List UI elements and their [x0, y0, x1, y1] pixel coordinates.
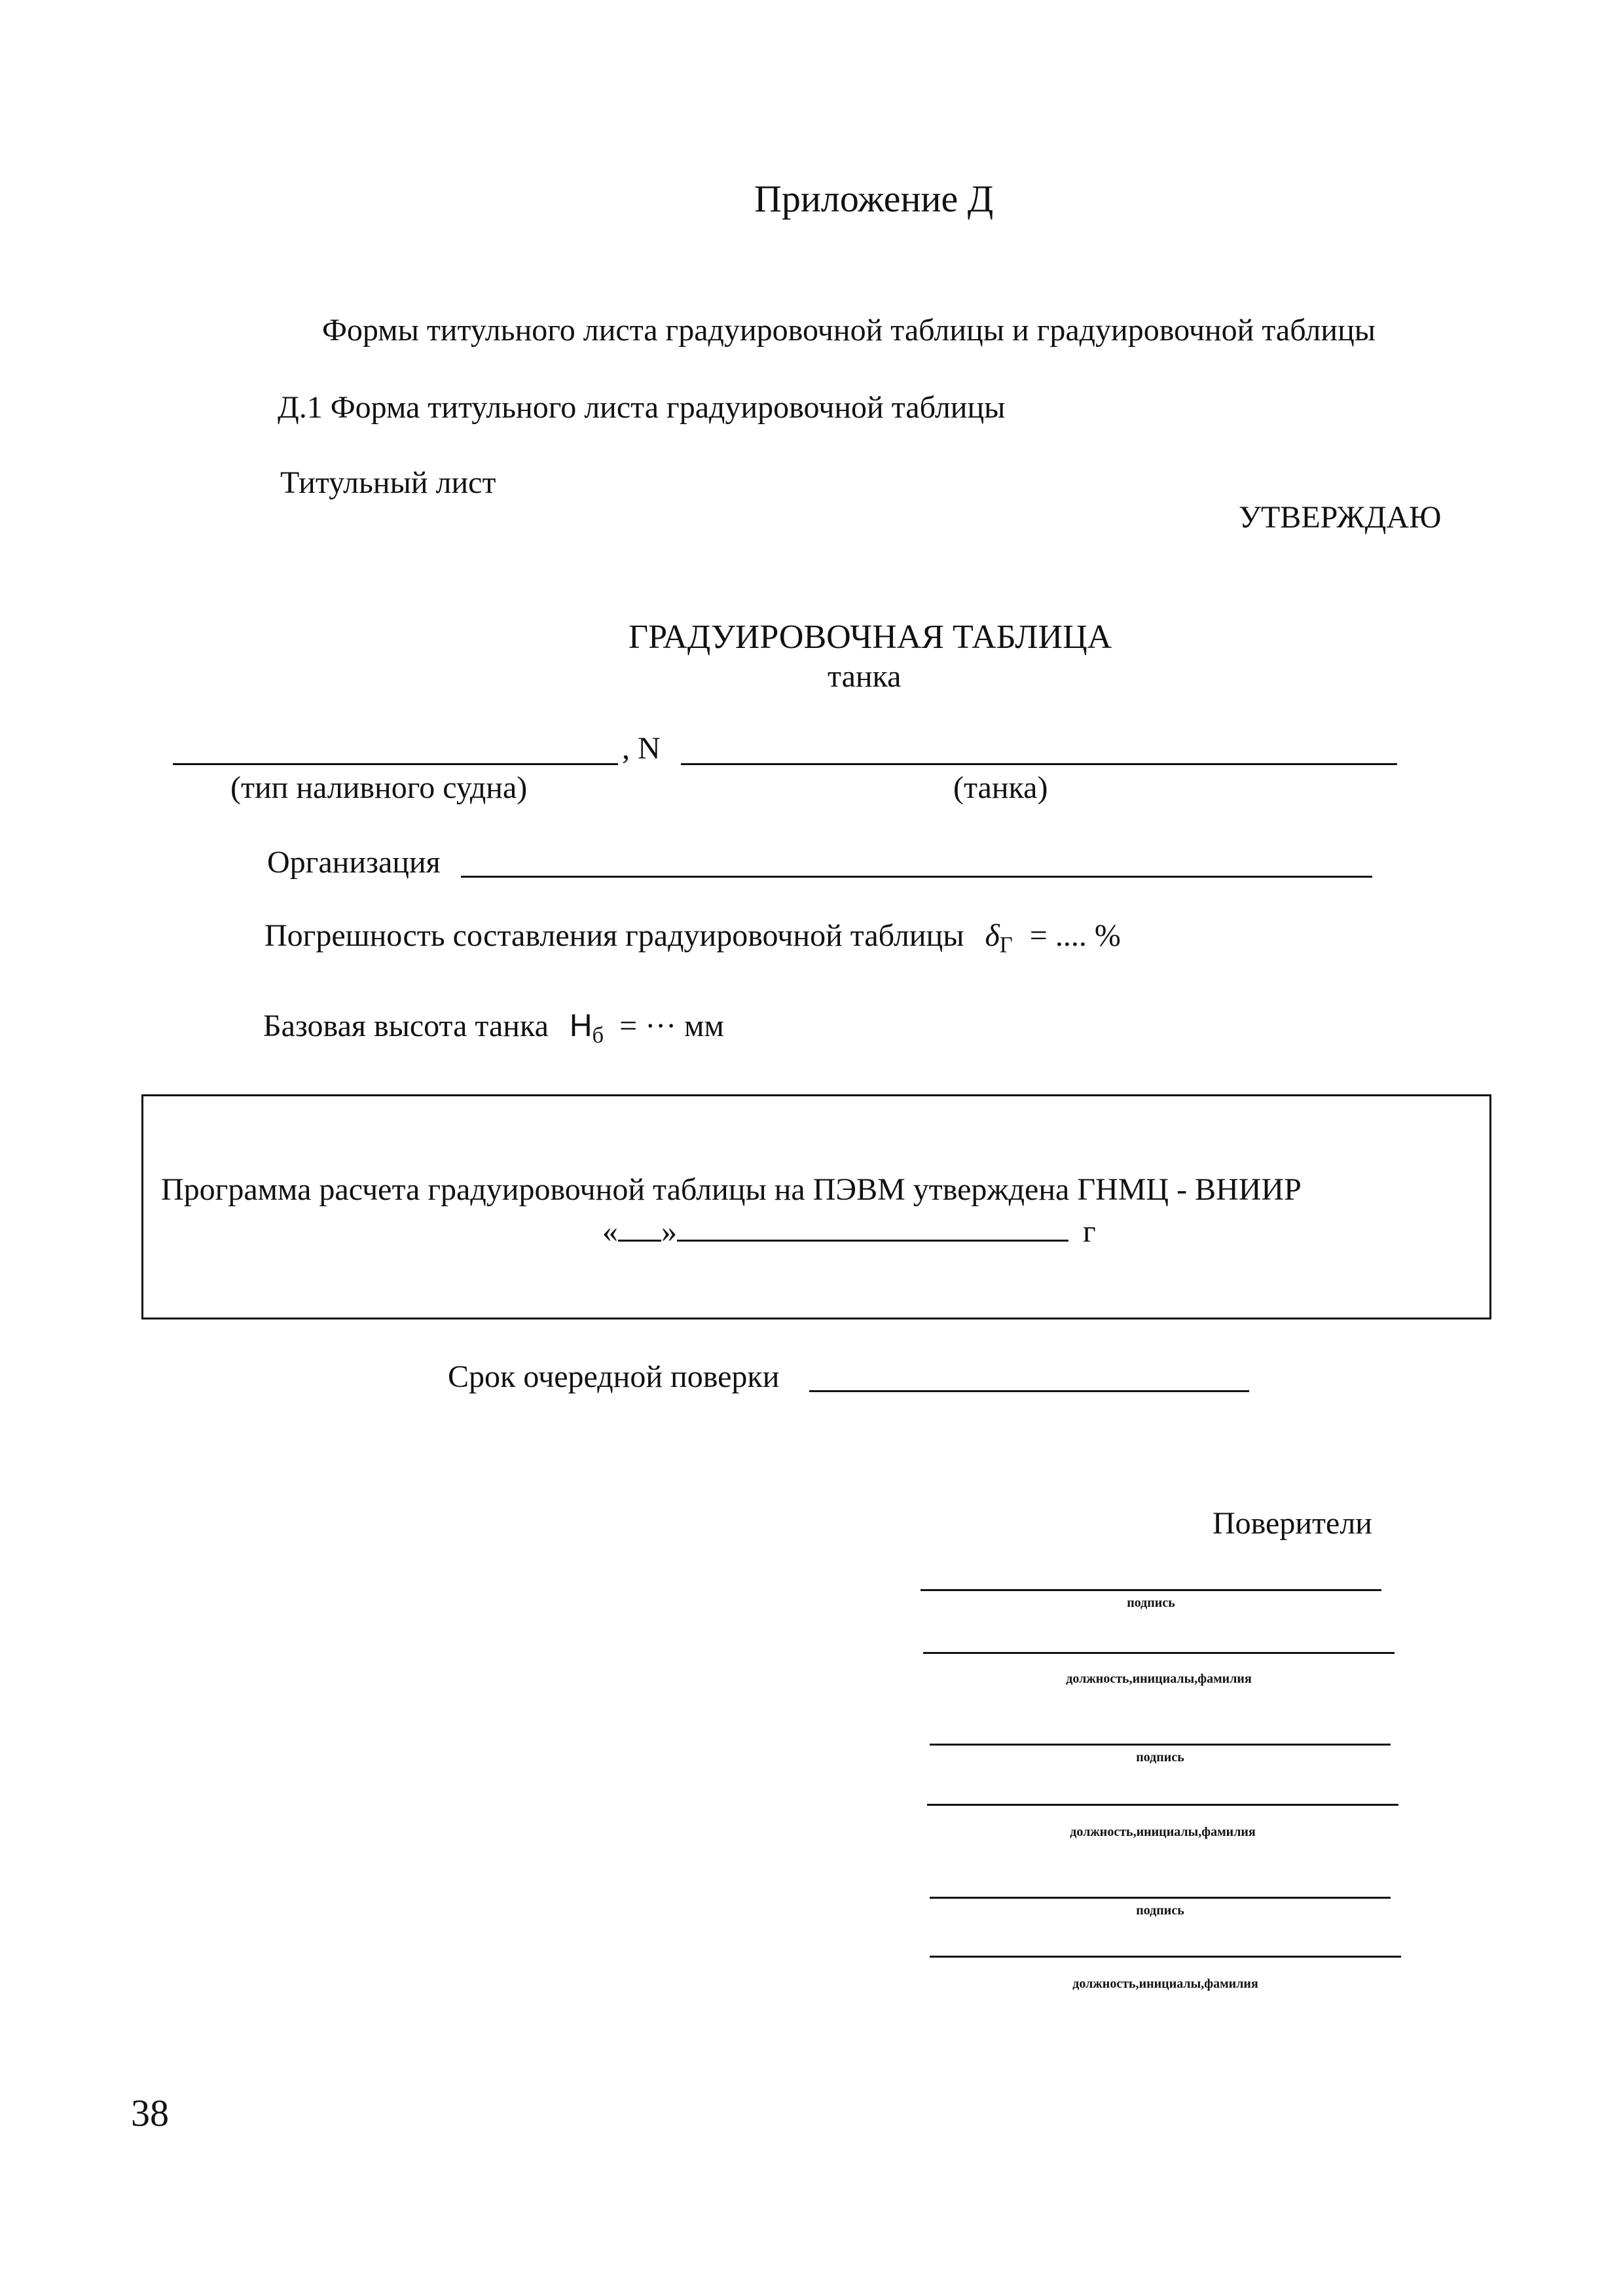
position-line-1: [923, 1652, 1395, 1654]
base-height-label: Базовая высота танка: [263, 1009, 549, 1043]
table-subtitle: танка: [828, 659, 902, 694]
error-symbol: δ: [985, 918, 1000, 953]
organization-field-line: [461, 876, 1372, 878]
base-height-value: = ··· мм: [619, 1009, 724, 1043]
next-check-field-line: [809, 1390, 1249, 1392]
appendix-title: Приложение Д: [754, 177, 994, 220]
error-row: [264, 918, 1121, 958]
program-text: Программа расчета градуировочной таблицы на ПЭВМ утверждена ГНМЦ - ВНИИР: [161, 1172, 1302, 1207]
position-line-3: [930, 1956, 1401, 1958]
program-date-suffix: г: [1083, 1214, 1096, 1249]
signature-caption-3: подпись: [1136, 1903, 1184, 1918]
signature-caption-2: подпись: [1136, 1750, 1184, 1765]
position-line-2: [927, 1804, 1398, 1806]
position-caption-2: должность,инициалы,фамилия: [1070, 1825, 1256, 1839]
page-number: 38: [131, 2092, 169, 2134]
vessel-type-field-line: [173, 763, 618, 765]
vessel-type-caption: (тип наливного судна): [230, 770, 528, 805]
signature-caption-1: подпись: [1127, 1596, 1175, 1610]
position-caption-3: должность,инициалы,фамилия: [1072, 1977, 1258, 1991]
error-value: = .... %: [1029, 918, 1121, 953]
signature-line-2: [930, 1744, 1391, 1746]
program-date-open: «: [602, 1214, 618, 1249]
table-title: ГРАДУИРОВОЧНАЯ ТАБЛИЦА: [629, 619, 1112, 656]
signature-line-1: [921, 1589, 1381, 1591]
tank-number-field-line: [681, 763, 1397, 765]
next-check-label: Срок очередной поверки: [448, 1359, 780, 1394]
error-label: Погрешность составления градуировочной таблицы: [264, 918, 964, 953]
position-caption-1: должность,инициалы,фамилия: [1066, 1672, 1252, 1686]
verifiers-label: Поверители: [1213, 1506, 1372, 1541]
vessel-number-separator: , N: [622, 731, 661, 766]
error-subscript: Г: [999, 933, 1013, 958]
signature-line-3: [930, 1897, 1391, 1899]
base-height-subscript: б: [592, 1023, 604, 1049]
program-date-mid: »: [661, 1214, 677, 1249]
tank-caption: (танка): [953, 770, 1048, 805]
approve-label: УТВЕРЖДАЮ: [1239, 500, 1442, 535]
base-height-row: [263, 1008, 724, 1049]
base-height-symbol: Н: [569, 1009, 593, 1043]
subsection-heading: Д.1 Форма титульного листа градуировочной таблицы: [278, 390, 1006, 425]
section-heading: Формы титульного листа градуировочной таблицы и градуировочной таблицы: [322, 313, 1376, 348]
title-sheet-label: Титульный лист: [280, 465, 496, 500]
program-date-row: [602, 1213, 1096, 1249]
organization-label: Организация: [267, 845, 441, 880]
